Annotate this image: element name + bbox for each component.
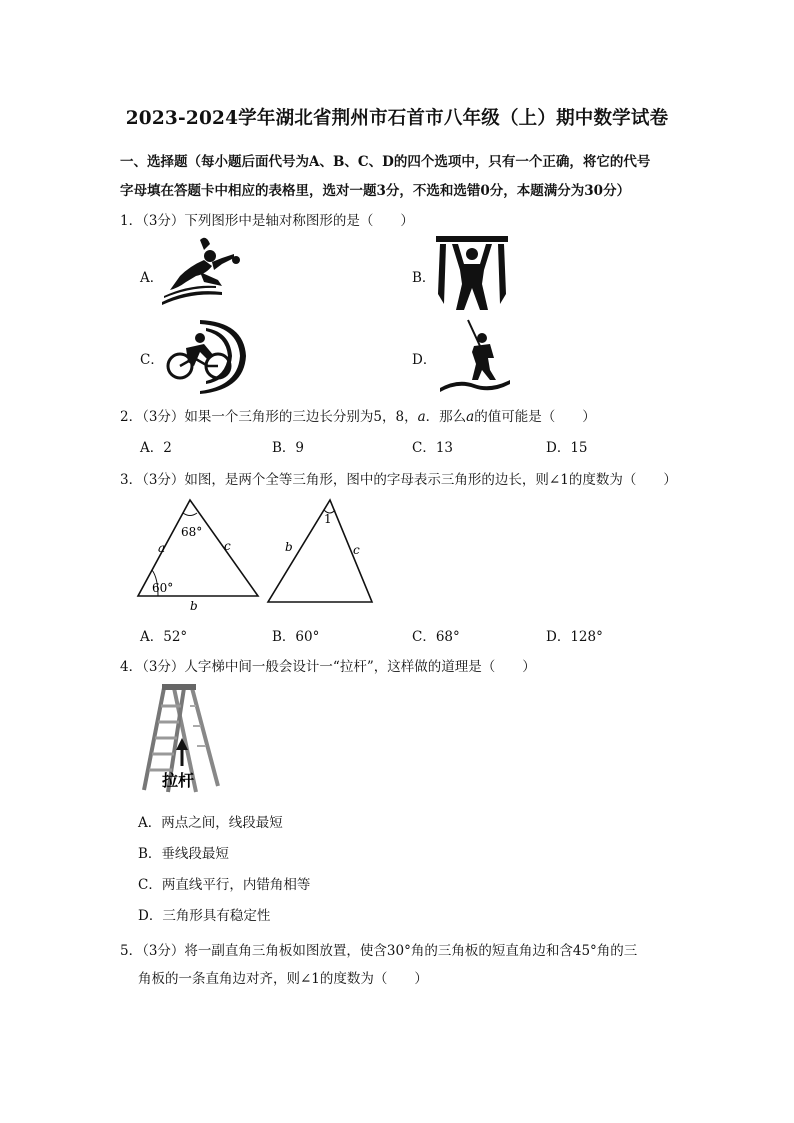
- q1-option-d-label: D．: [412, 352, 437, 368]
- q1-weightlifter-icon: [436, 234, 508, 312]
- q1-cyclist-icon: [160, 318, 248, 396]
- q2-option-c: C．13: [412, 440, 454, 456]
- q2-var-a-2: a: [466, 409, 475, 425]
- q1-option-c-label: C．: [140, 352, 164, 368]
- q2-stem: [120, 405, 596, 425]
- q3-left-side-a-label: a: [158, 541, 166, 555]
- q3-stem: 3．（3分）如图，是两个全等三角形，图中的字母表示三角形的边长，则∠1的度数为（ ）: [120, 472, 677, 488]
- section-instructions-line-1: 一、选择题（每小题后面代号为A、B、C、D的四个选项中，只有一个正确，将它的代号: [120, 154, 651, 170]
- q4-pull-rod-label: 拉杆: [162, 771, 195, 790]
- q4-stem: 4．（3分）人字梯中间一般会设计一“拉杆”，这样做的道理是（ ）: [120, 659, 536, 675]
- q3-right-side-c-label: c: [353, 543, 360, 557]
- q5-stem-line-1: 5．（3分）将一副直角三角板如图放置，使含30°角的三角板的短直角边和含45°角的三: [120, 943, 638, 959]
- q2-stem-mid: ．那么: [425, 409, 467, 425]
- q4-stepladder-figure: [138, 682, 224, 796]
- q2-option-b: B．9: [272, 440, 305, 456]
- q3-left-angle-left-label: 60°: [152, 581, 174, 595]
- q5-stem-line-2: 角板的一条直角边对齐，则∠1的度数为（ ）: [138, 971, 428, 987]
- q2-var-a: a: [417, 409, 426, 425]
- q3-left-side-b-label: b: [190, 599, 198, 612]
- q3-right-angle-1-label: 1: [324, 512, 332, 526]
- q3-option-a: A．52°: [140, 629, 188, 645]
- page-title: 2023-2024学年湖北省荆州市石首市八年级（上）期中数学试卷: [125, 108, 669, 129]
- q1-option-a-label: A．: [140, 270, 164, 286]
- q1-golfer-icon: [438, 318, 512, 394]
- q4-option-b: B．垂线段最短: [138, 846, 229, 862]
- q1-stem: 1．（3分）下列图形中是轴对称图形的是（ ）: [120, 213, 414, 229]
- q2-option-a: A．2: [140, 440, 172, 456]
- q2-stem-post: 的值可能是（ ）: [474, 409, 596, 425]
- q3-right-side-b-label: b: [285, 540, 293, 554]
- q2-option-d: D．15: [546, 440, 588, 456]
- q1-volleyball-player-icon: [160, 236, 246, 306]
- q3-option-c: C．68°: [412, 629, 460, 645]
- q3-option-d: D．128°: [546, 629, 603, 645]
- q2-stem-pre: 2．（3分）如果一个三角形的三边长分别为5，8，: [120, 409, 418, 425]
- q4-option-d: D．三角形具有稳定性: [138, 908, 271, 924]
- q3-congruent-triangles-figure: [134, 496, 374, 612]
- q3-left-angle-top-label: 68°: [181, 525, 203, 539]
- q1-option-b-label: B．: [412, 270, 436, 286]
- q4-option-c: C．两直线平行，内错角相等: [138, 877, 311, 893]
- section-instructions-line-2: 字母填在答题卡中相应的表格里，选对一题3分，不选和选错0分，本题满分为30分）: [120, 183, 631, 199]
- q3-left-side-c-label: c: [224, 539, 231, 553]
- q3-option-b: B．60°: [272, 629, 320, 645]
- q4-option-a: A．两点之间，线段最短: [138, 815, 283, 831]
